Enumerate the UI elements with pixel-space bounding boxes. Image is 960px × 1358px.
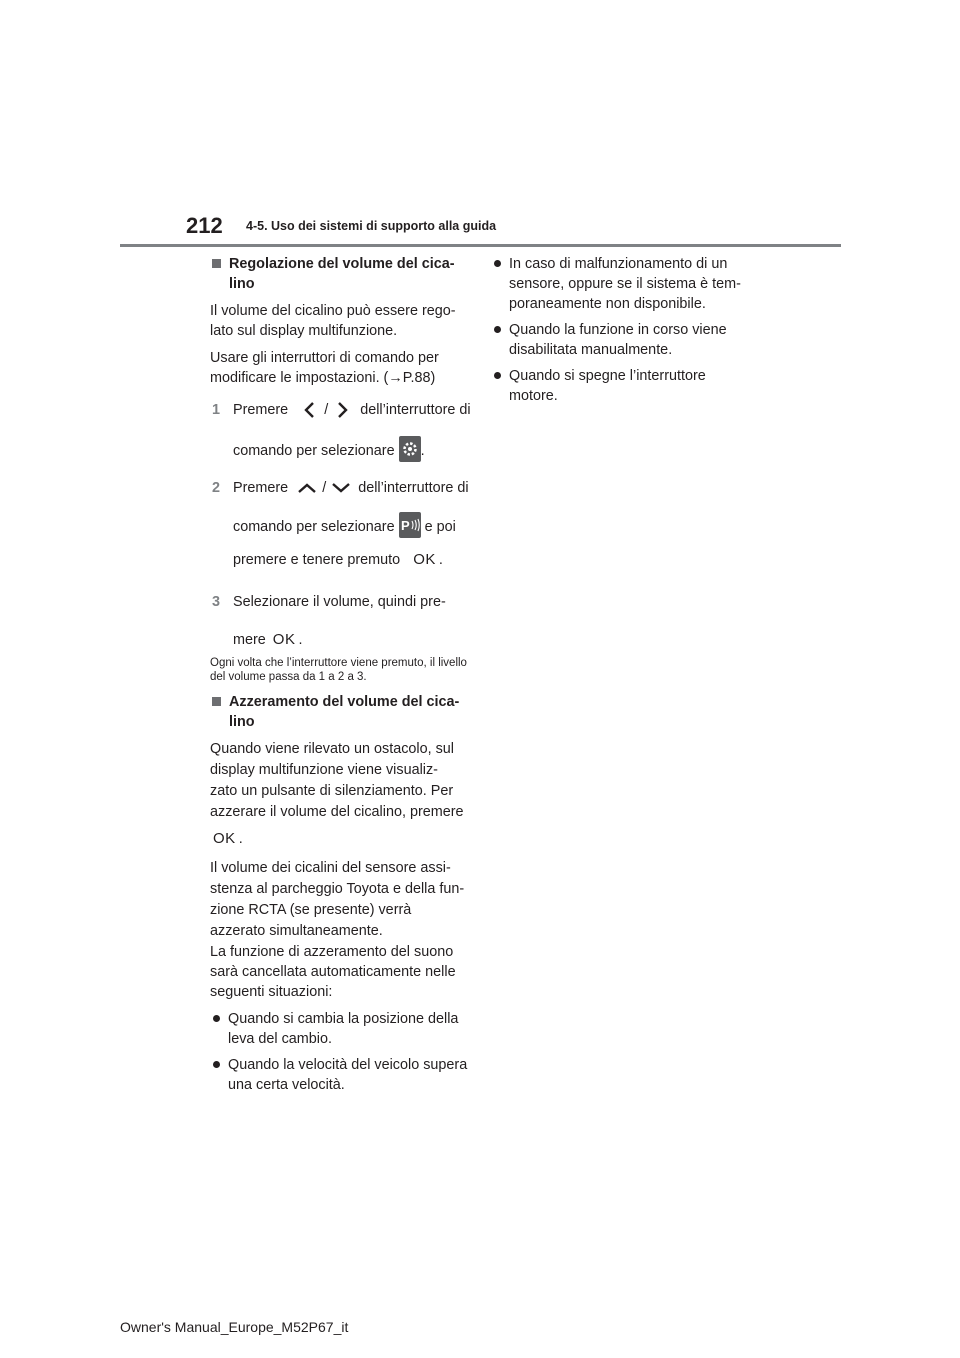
- step-text: e poi: [424, 518, 456, 535]
- step-text: Premere: [233, 402, 289, 418]
- chevron-right-icon: [334, 401, 350, 419]
- list-item: Quando la velocità del veicolo supera una certa velocità.: [210, 1055, 468, 1095]
- note-text: Ogni volta che l’interruttore viene premuto, il livello del volume passa da 1 a 2 a 3.: [210, 657, 467, 683]
- step-text: comando per selezionare: [233, 442, 395, 459]
- heading-line-2: lino: [229, 276, 255, 292]
- svg-text:P: P: [400, 518, 410, 533]
- paragraph-reset-scope: Il volume dei cicalini del sensore assi- stenza al parcheggio Toyota e della fun- zione RCTA (se presente) verrà azzerato simultaneamente.: [210, 860, 465, 939]
- step-2: [210, 478, 468, 570]
- footer-manual-id: Owner's Manual_Europe_M52P67_it: [120, 1319, 349, 1335]
- list-item: Quando la funzione in corso viene disabilitata manualmente.: [491, 320, 749, 360]
- step-number: 1: [212, 402, 221, 418]
- heading-square-icon: [212, 697, 221, 706]
- right-column: [491, 254, 749, 412]
- paragraph-instructions: Usare gli interruttori di comando per modificare le impostazioni. (→P.88): [210, 350, 439, 386]
- step-number: 2: [212, 480, 221, 496]
- parking-sensor-icon: [399, 512, 421, 538]
- paragraph-end: .: [238, 831, 243, 847]
- bullet-icon: [213, 1015, 220, 1022]
- gear-icon: [399, 436, 421, 462]
- list-item: Quando si spegne l’interruttore motore.: [491, 366, 749, 406]
- step-text: premere e tenere premuto: [233, 552, 401, 568]
- heading-line-2: lino: [229, 714, 255, 730]
- section-title: 4-5. Uso dei sistemi di supporto alla guida: [246, 219, 497, 233]
- heading-line-1: Azzeramento del volume del cica-: [229, 694, 460, 710]
- chevron-left-icon: [302, 401, 318, 419]
- step-text: comando per selezionare: [233, 518, 395, 535]
- bullet-icon: [494, 372, 501, 379]
- step-3: [210, 592, 468, 650]
- heading-line-1: Regolazione del volume del cica-: [229, 256, 455, 272]
- step-text: Premere: [233, 480, 289, 496]
- step-text: .: [298, 632, 303, 648]
- step-number: 3: [212, 594, 221, 610]
- list-item: Quando si cambia la posizione della leva del cambio.: [210, 1009, 468, 1049]
- section-heading-volume: [210, 254, 468, 294]
- step-1: [210, 400, 471, 459]
- step-text: dell’interruttore di: [358, 480, 469, 496]
- paragraph-reset-cancel: La funzione di azzeramento del suono sarà cancellata automaticamente nelle seguenti situazioni:: [210, 944, 456, 1000]
- chevron-down-icon: [330, 482, 352, 494]
- bullet-icon: [494, 326, 501, 333]
- step-text: dell’interruttore di: [360, 402, 471, 418]
- step-text: .: [438, 552, 443, 568]
- ok-button-icon: OK: [272, 631, 296, 648]
- header-divider: [120, 244, 841, 247]
- left-column: [210, 254, 471, 1101]
- step-text: .: [420, 442, 425, 459]
- paragraph-reset-intro: Quando viene rilevato un ostacolo, sul display multifunzione viene visualiz- zato un pulsante di silenziamento. Per azzerare il volume del cicalino, premere: [210, 741, 464, 820]
- ok-button-icon: OK: [213, 830, 236, 847]
- step-text: mere: [233, 632, 266, 648]
- bullet-icon: [494, 260, 501, 267]
- ok-button-icon: OK: [413, 551, 436, 568]
- heading-square-icon: [212, 259, 221, 268]
- section-heading-reset: [210, 692, 468, 732]
- paragraph-volume-intro: Il volume del cicalino può essere rego- lato sul display multifunzione.: [210, 303, 456, 339]
- chevron-up-icon: [296, 482, 318, 494]
- step-text: Selezionare il volume, quindi pre-: [233, 594, 446, 610]
- page-number: 212: [186, 213, 223, 238]
- step-separator: /: [322, 480, 327, 496]
- bullet-icon: [213, 1061, 220, 1068]
- list-item: In caso di malfunzionamento di un sensore, oppure se il sistema è tem- poraneamente non disponibile.: [491, 254, 749, 314]
- step-separator: /: [324, 402, 329, 418]
